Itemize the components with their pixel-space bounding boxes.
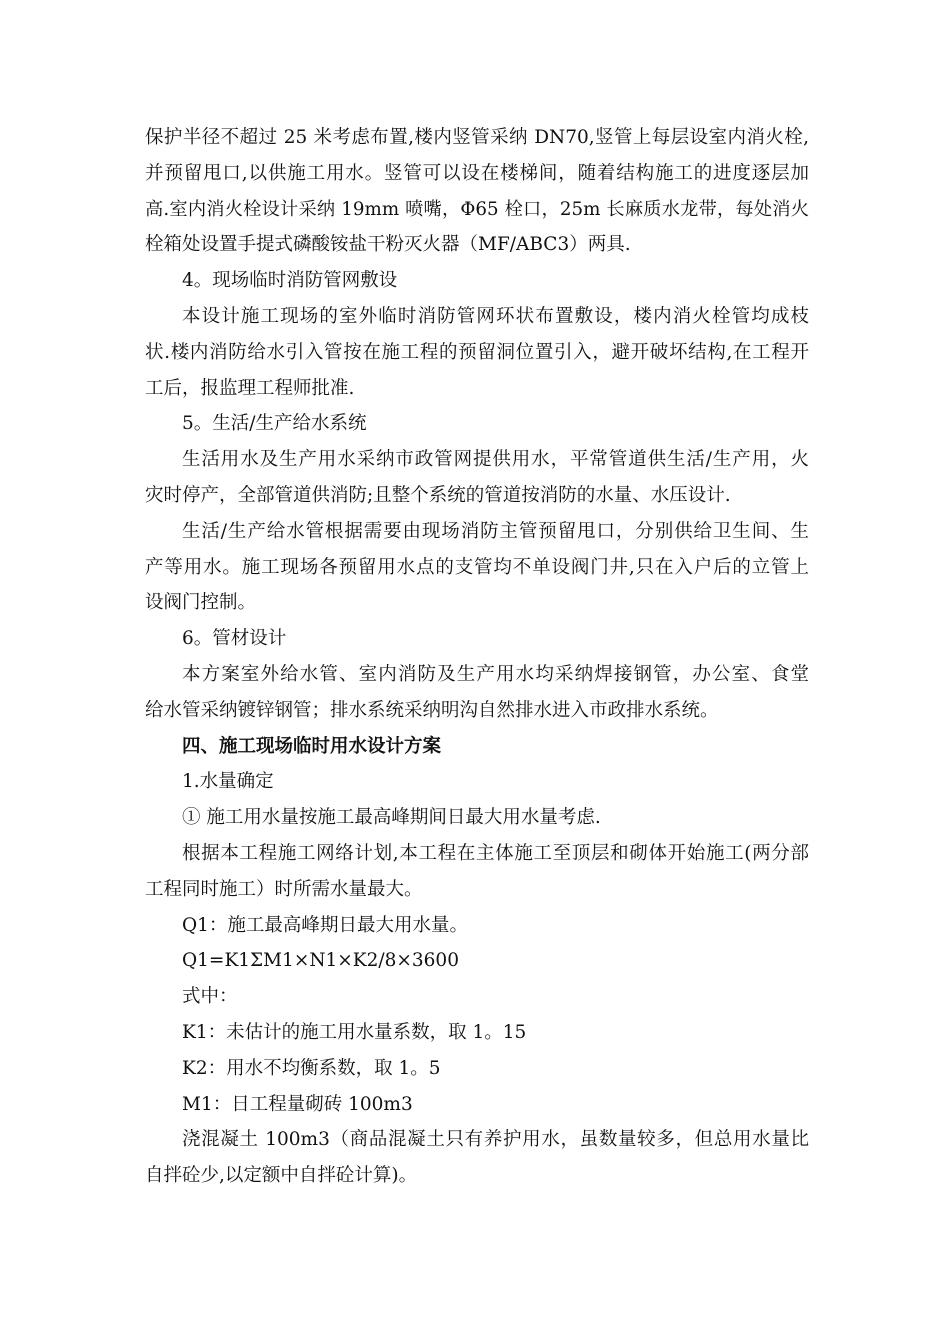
definition-line: 式中： bbox=[182, 986, 238, 1008]
paragraph-line: 栓箱处设置手提式磷酸铵盐干粉灭火器（MF/ABC3）两具. bbox=[145, 234, 631, 256]
document-body bbox=[145, 120, 809, 1194]
list-item: ① 施工用水量按施工最高峰期间日最大用水量考虑. bbox=[182, 807, 601, 829]
paragraph-line: 灾时停产，全部管道供消防;且整个系统的管道按消防的水量、水压设计. bbox=[145, 484, 731, 506]
paragraph-line: 状.楼内消防给水引入管按在施工程的预留洞位置引入，避开破坏结构,在工程开 bbox=[145, 341, 809, 363]
section-heading: 四、施工现场临时用水设计方案 bbox=[182, 735, 442, 757]
paragraph-line: 本设计施工现场的室外临时消防管网环状布置敷设，楼内消火栓管均成枝 bbox=[182, 305, 809, 327]
paragraph-line: 设阀门控制。 bbox=[145, 592, 257, 614]
subsection-heading: 5。生活/生产给水系统 bbox=[182, 413, 367, 435]
paragraph-line: 本方案室外给水管、室内消防及生产用水均采纳焊接钢管，办公室、食堂 bbox=[182, 663, 809, 685]
paragraph-line: 给水管采纳镀锌钢管；排水系统采纳明沟自然排水进入市政排水系统。 bbox=[145, 699, 719, 721]
paragraph-line: 保护半径不超过 25 米考虑布置,楼内竖管采纳 DN70,竖管上每层设室内消火栓, bbox=[145, 127, 809, 148]
paragraph-line: 生活用水及生产用水采纳市政管网提供用水，平常管道供生活/生产用，火 bbox=[182, 449, 809, 471]
definition-line: M1：日工程量砌砖 100m3 bbox=[182, 1093, 413, 1115]
subsection-heading: 1.水量确定 bbox=[182, 771, 274, 793]
formula-line: Q1=K1ΣM1×N1×K2/8×3600 bbox=[182, 950, 459, 972]
paragraph-line: 高.室内消火栓设计采纳 19mm 喷嘴，Φ65 栓口，25m 长麻质水龙带，每处消火 bbox=[145, 198, 809, 220]
subsection-heading: 6。管材设计 bbox=[182, 628, 287, 650]
subsection-heading: 4。现场临时消防管网敷设 bbox=[182, 270, 398, 292]
definition-line: K2：用水不均衡系数，取 1。5 bbox=[182, 1057, 441, 1079]
paragraph-line: 产等用水。施工现场各预留用水点的支管均不单设阀门井,只在入户后的立管上 bbox=[145, 556, 809, 578]
paragraph-line: 自拌砼少,以定额中自拌砼计算)。 bbox=[145, 1165, 418, 1187]
definition-line: Q1：施工最高峰期日最大用水量。 bbox=[182, 914, 468, 936]
paragraph-line: 工后，报监理工程师批准. bbox=[145, 377, 355, 399]
paragraph-line: 工程同时施工）时所需水量最大。 bbox=[145, 878, 423, 900]
paragraph-line: 根据本工程施工网络计划,本工程在主体施工至顶层和砌体开始施工(两分部 bbox=[182, 842, 809, 864]
definition-line: K1：未估计的施工用水量系数，取 1。15 bbox=[182, 1021, 527, 1043]
paragraph-line: 生活/生产给水管根据需要由现场消防主管预留甩口，分别供给卫生间、生 bbox=[182, 520, 809, 542]
paragraph-line: 浇混凝土 100m3（商品混凝土只有养护用水，虽数量较多，但总用水量比 bbox=[182, 1129, 809, 1151]
paragraph-line: 并预留甩口,以供施工用水。竖管可以设在楼梯间，随着结构施工的进度逐层加 bbox=[145, 162, 809, 184]
